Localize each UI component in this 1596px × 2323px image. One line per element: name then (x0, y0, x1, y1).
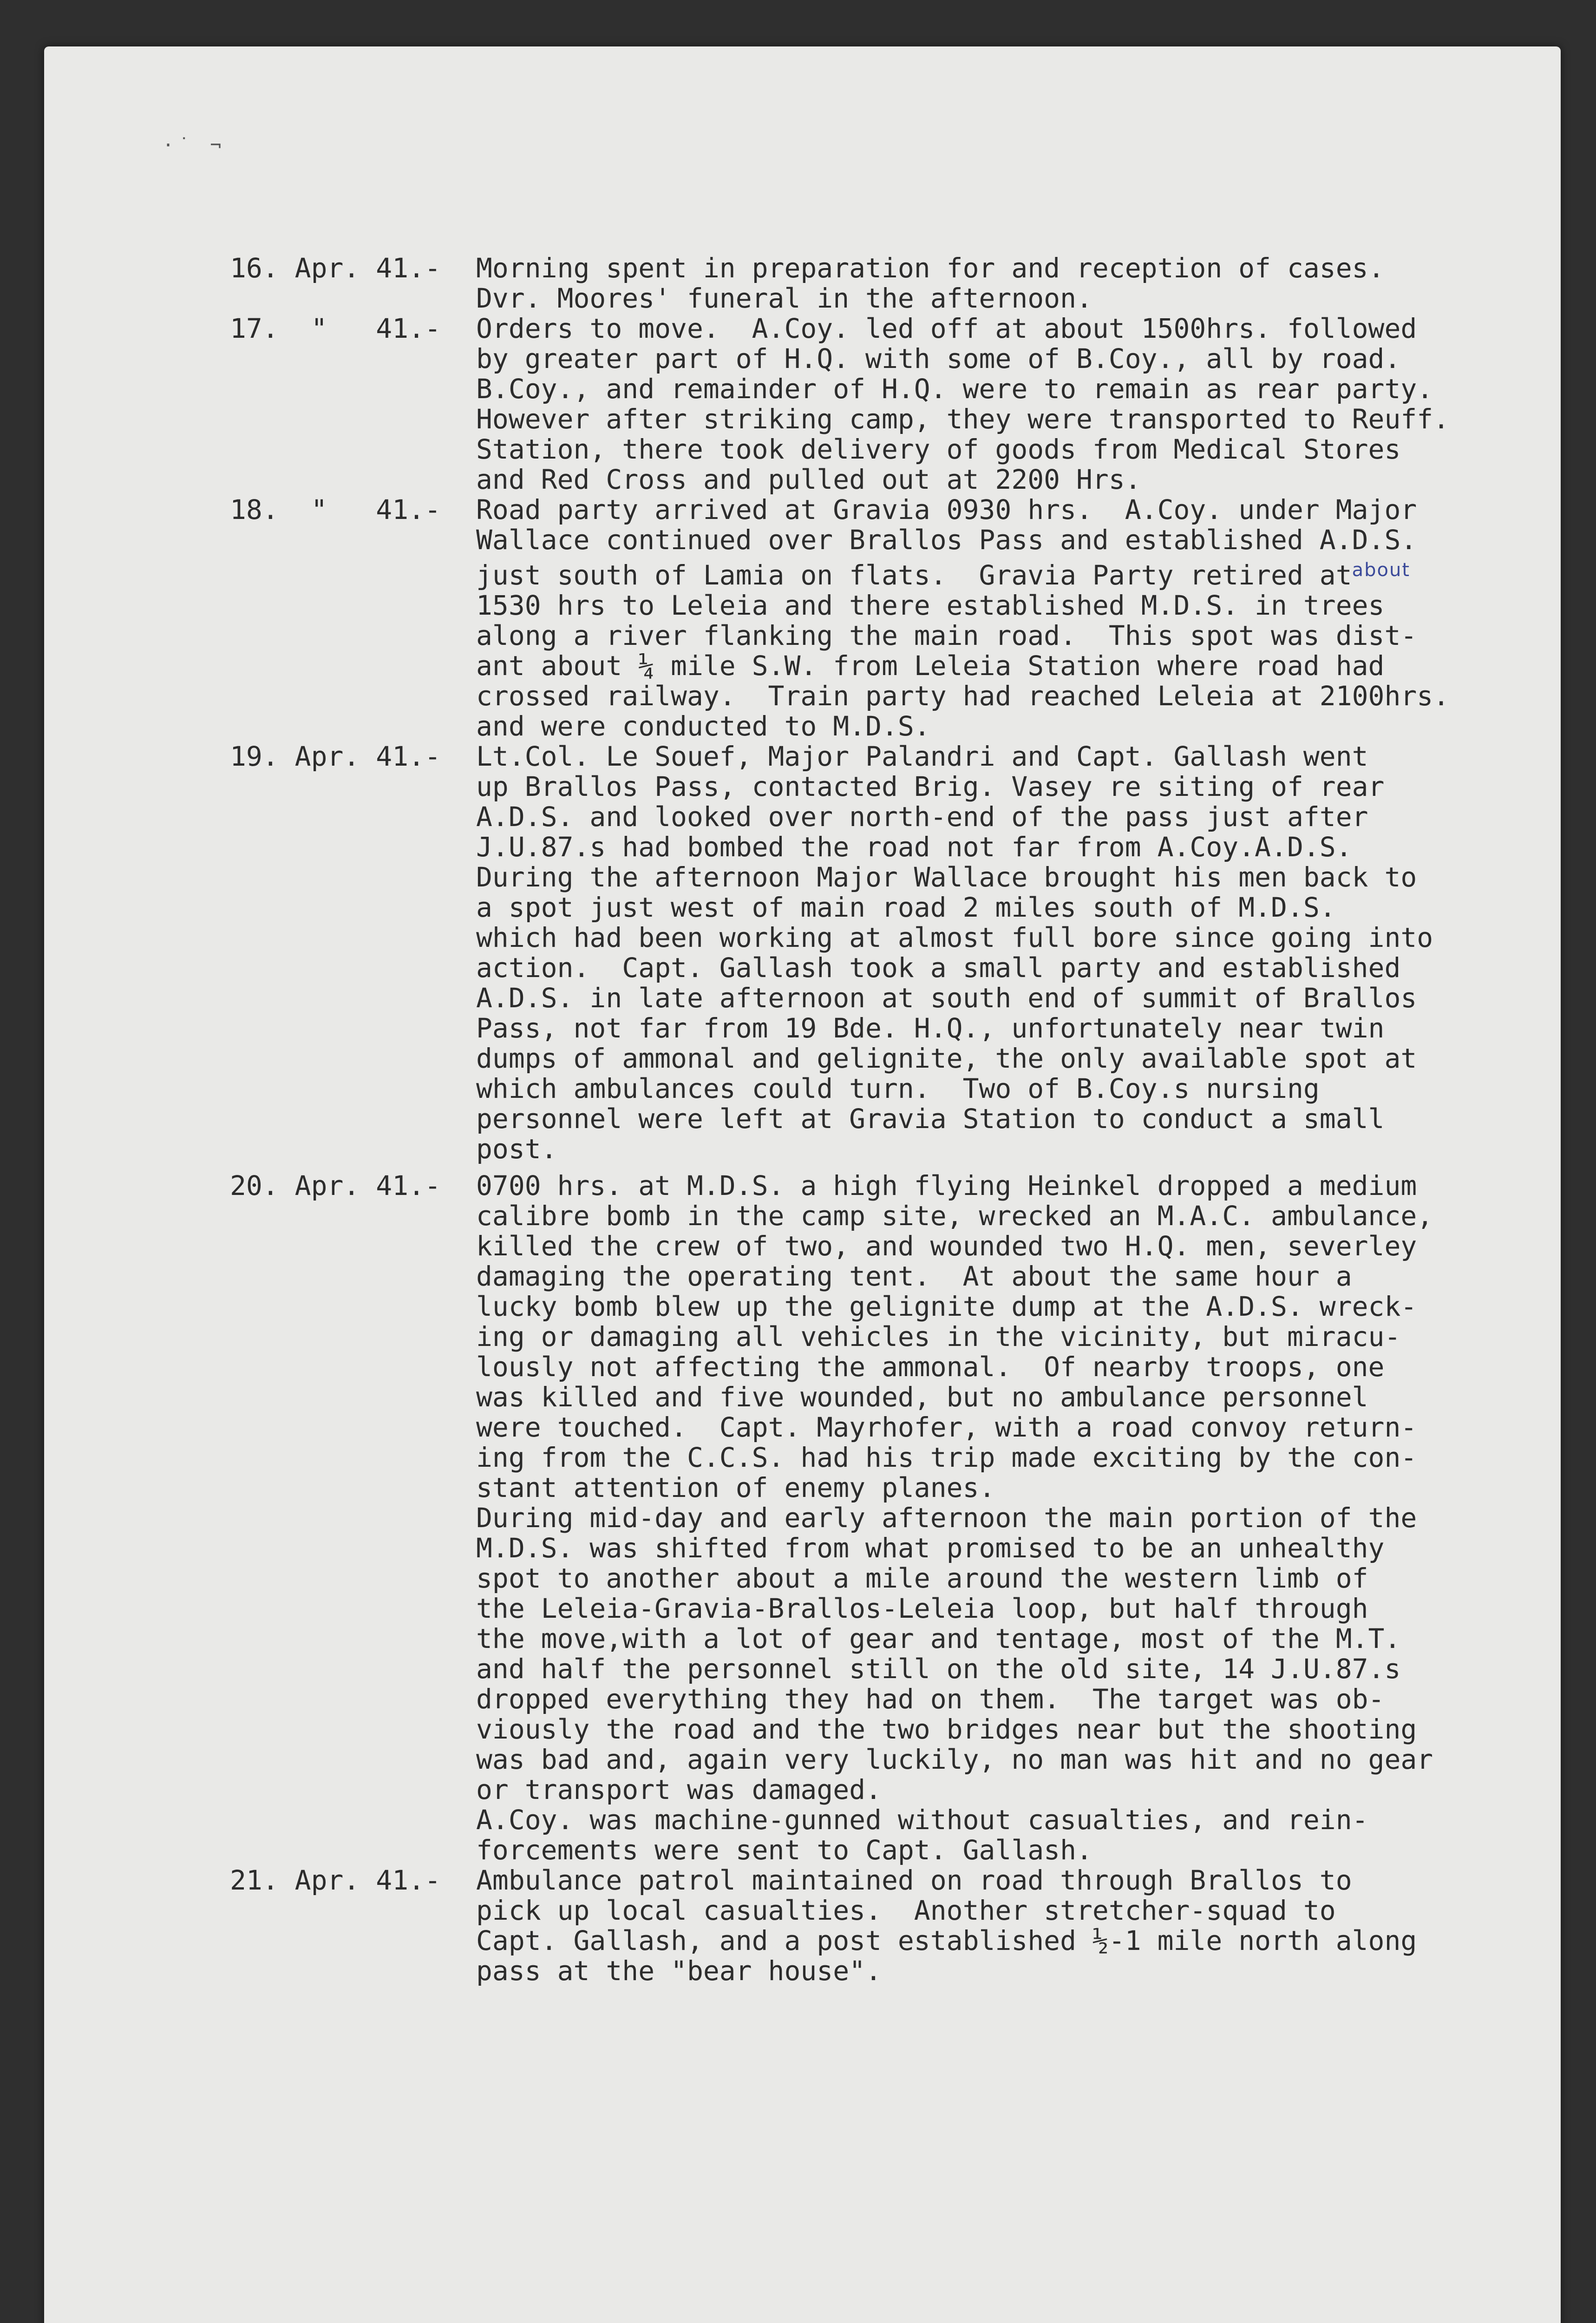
entry-line: M.D.S. was shifted from what promised to be an unhealthy (476, 1532, 1385, 1564)
entry-line: Wallace continued over Brallos Pass and established A.D.S. (476, 524, 1417, 556)
entry-line: calibre bomb in the camp site, wrecked an M.A.C. ambulance, (476, 1200, 1433, 1232)
entry-date: 19. Apr. 41.- (230, 741, 441, 772)
entry-line: the Leleia-Gravia-Brallos-Leleia loop, but half through (476, 1593, 1368, 1624)
entry-line: were touched. Capt. Mayrhofer, with a road convoy return- (476, 1411, 1417, 1443)
entry-line: pass at the "bear house". (476, 1955, 882, 1987)
entry-line: damaging the operating tent. At about the same hour a (476, 1260, 1352, 1292)
entry-line: Pass, not far from 19 Bde. H.Q., unfortunately near twin (476, 1012, 1385, 1044)
entry-text (476, 1865, 1577, 1986)
entry-text (476, 1171, 1577, 1865)
entry-line: A.D.S. in late afternoon at south end of summit of Brallos (476, 982, 1417, 1014)
entry-line: During the afternoon Major Wallace brought his men back to (476, 861, 1417, 893)
entry-line: Ambulance patrol maintained on road through Brallos to (476, 1864, 1352, 1896)
entry-line: However after striking camp, they were transported to Reuff. (476, 403, 1450, 435)
entry-line: A.D.S. and looked over north-end of the pass just after (476, 801, 1368, 833)
entry-line: up Brallos Pass, contacted Brig. Vasey re siting of rear (476, 771, 1385, 802)
entry-line: and were conducted to M.D.S. (476, 710, 930, 742)
entry-line: dropped everything they had on them. The target was ob- (476, 1683, 1385, 1715)
entry-line: along a river flanking the main road. This spot was dist- (476, 620, 1417, 651)
entry-line: viously the road and the two bridges near but the shooting (476, 1713, 1417, 1745)
entry-text (476, 314, 1577, 495)
entry-line: pick up local casualties. Another stretcher-squad to (476, 1895, 1336, 1926)
entry-line-with-annotation (476, 555, 1577, 591)
entry-line: and Red Cross and pulled out at 2200 Hrs. (476, 464, 1141, 495)
entry-line: which ambulances could turn. Two of B.Coy.s nursing (476, 1073, 1320, 1104)
diary-entries (230, 253, 1577, 1986)
entry-line: personnel were left at Gravia Station to conduct a small (476, 1103, 1385, 1135)
entry-line: Dvr. Moores' funeral in the afternoon. (476, 282, 1092, 314)
entry-line: ing or damaging all vehicles in the vicinity, but miracu- (476, 1321, 1401, 1352)
entry-line: Road party arrived at Gravia 0930 hrs. A.Coy. under Major (476, 494, 1417, 525)
entry-line: by greater part of H.Q. with some of B.Coy., all by road. (476, 343, 1401, 374)
diary-entry-19-apr (230, 742, 1577, 1164)
diary-entry-18-apr (230, 495, 1577, 742)
handwritten-annotation: about (1352, 559, 1411, 581)
diary-entry-21-apr (230, 1865, 1577, 1986)
entry-date: 20. Apr. 41.- (230, 1170, 441, 1201)
entry-text (476, 742, 1577, 1164)
corner-marks: ·˙ ¬ (163, 135, 226, 156)
entry-line: Morning spent in preparation for and reception of cases. (476, 252, 1385, 284)
entry-line: the move,with a lot of gear and tentage, most of the M.T. (476, 1623, 1401, 1654)
entry-line: post. (476, 1133, 557, 1165)
document-page (44, 46, 1561, 2323)
entry-text (476, 495, 1577, 742)
entry-line: ing from the C.C.S. had his trip made exciting by the con- (476, 1442, 1417, 1473)
entry-line: J.U.87.s had bombed the road not far from A.Coy.A.D.S. (476, 831, 1352, 863)
entry-date: 18. " 41.- (230, 494, 441, 525)
entry-date: 17. " 41.- (230, 313, 441, 344)
entry-line: A.Coy. was machine-gunned without casualties, and rein- (476, 1804, 1368, 1836)
diary-entry-20-apr (230, 1171, 1577, 1865)
entry-line: Capt. Gallash, and a post established ½-1 mile north along (476, 1925, 1417, 1956)
diary-entry-17-apr (230, 314, 1577, 495)
entry-line: just south of Lamia on flats. Gravia Party retired at (476, 559, 1352, 591)
entry-date: 16. Apr. 41.- (230, 252, 457, 284)
entry-line: action. Capt. Gallash took a small party and established (476, 952, 1401, 984)
entry-line: crossed railway. Train party had reached Leleia at 2100hrs. (476, 680, 1450, 712)
entry-line: Station, there took delivery of goods from Medical Stores (476, 433, 1401, 465)
entry-line: 1530 hrs to Leleia and there established M.D.S. in trees (476, 590, 1385, 621)
entry-line: B.Coy., and remainder of H.Q. were to remain as rear party. (476, 373, 1433, 405)
entry-line: 0700 hrs. at M.D.S. a high flying Heinkel dropped a medium (476, 1170, 1417, 1201)
diary-entry-16-apr (230, 253, 1577, 314)
entry-line: forcements were sent to Capt. Gallash. (476, 1834, 1092, 1866)
entry-text (476, 253, 1577, 314)
entry-date: 21. Apr. 41.- (230, 1864, 441, 1896)
entry-line: stant attention of enemy planes. (476, 1472, 995, 1503)
entry-line: which had been working at almost full bore since going into (476, 922, 1433, 953)
entry-line: or transport was damaged. (476, 1774, 882, 1805)
entry-line: lously not affecting the ammonal. Of nearby troops, one (476, 1351, 1385, 1383)
entry-line: a spot just west of main road 2 miles south of M.D.S. (476, 892, 1336, 923)
entry-line: was killed and five wounded, but no ambulance personnel (476, 1381, 1368, 1413)
entry-line: spot to another about a mile around the western limb of (476, 1562, 1368, 1594)
entry-line: dumps of ammonal and gelignite, the only available spot at (476, 1043, 1417, 1074)
entry-line: was bad and, again very luckily, no man was hit and no gear (476, 1744, 1433, 1775)
entry-line: and half the personnel still on the old site, 14 J.U.87.s (476, 1653, 1401, 1685)
entry-line: Orders to move. A.Coy. led off at about 1500hrs. followed (476, 313, 1417, 344)
entry-line: During mid-day and early afternoon the main portion of the (476, 1502, 1417, 1534)
entry-line: Lt.Col. Le Souef, Major Palandri and Capt. Gallash went (476, 741, 1368, 772)
entry-line: ant about ¼ mile S.W. from Leleia Station where road had (476, 650, 1385, 682)
entry-line: lucky bomb blew up the gelignite dump at the A.D.S. wreck- (476, 1291, 1417, 1322)
entry-line: killed the crew of two, and wounded two H.Q. men, severley (476, 1230, 1417, 1262)
